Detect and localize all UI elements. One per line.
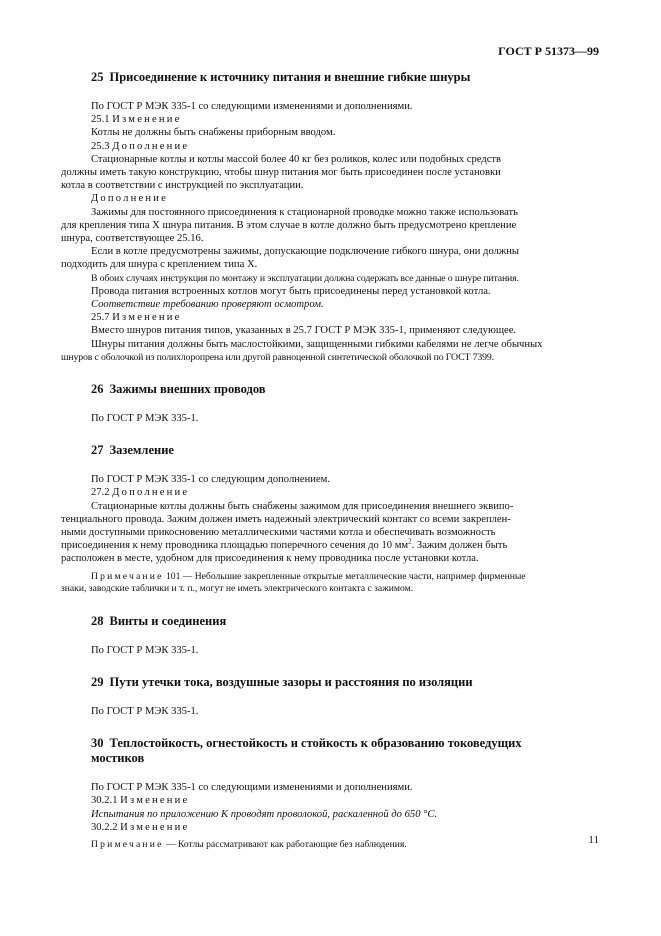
- paragraph-line: Зажимы для постоянного присоединения к стационарной проводке можно также использовать: [91, 206, 518, 218]
- paragraph: По ГОСТ Р МЭК 335-1 со следующими изменениями и дополнениями.: [91, 101, 413, 112]
- section-28-heading: [91, 614, 600, 629]
- section-title: Присоединение к источнику питания и внешние гибкие шнуры: [109, 70, 471, 84]
- paragraph-line: Стационарные котлы и котлы массой более 40 кг без роликов, колес или подобных средств: [91, 153, 502, 165]
- paragraph-line: [61, 539, 600, 552]
- clause-25-7: [91, 311, 600, 324]
- clause-kind: Дополнение: [91, 193, 169, 205]
- clause-27-2: [91, 486, 600, 499]
- text-fragment: присоединения к нему проводника площадью поперечного сечения до 10 мм: [61, 540, 409, 552]
- clause-30-2-2: [91, 821, 600, 834]
- section-27-heading: [91, 443, 600, 458]
- section-title: Заземление: [109, 443, 174, 458]
- section-title: Теплостойкость, огнестойкость и стойкость к образованию токоведущих: [109, 736, 522, 751]
- document-code: ГОСТ Р 51373—99: [498, 44, 599, 58]
- clause-kind: Изменение: [112, 114, 182, 126]
- section-number: 27: [91, 443, 104, 458]
- section-number: 29: [91, 674, 104, 689]
- note-text: — Котлы рассматривают как работающие без наблюдения.: [165, 838, 407, 850]
- note-label: Примечание: [91, 570, 164, 582]
- paragraph-line: Провода питания встроенных котлов могут быть присоединены перед установкой котла.: [91, 285, 491, 297]
- section-title: Винты и соединения: [109, 613, 227, 628]
- clause-number: 27.2: [91, 487, 110, 499]
- section-title: Зажимы внешних проводов: [109, 382, 266, 397]
- section-number: 30: [91, 736, 104, 751]
- paragraph-line: подходить для шнура с креплением типа X.: [61, 259, 258, 271]
- paragraph-line: Вместо шнуров питания типов, указанных в 25.7 ГОСТ Р МЭК 335-1, применяют следующее.: [91, 325, 517, 337]
- note: [91, 571, 600, 584]
- section-number: 26: [91, 382, 104, 397]
- paragraph: Испытания по приложению К проводят проволокой, раскаленной до 650 °С.: [91, 808, 438, 820]
- clause-kind: Изменение: [120, 795, 190, 807]
- clause-kind: Дополнение: [112, 140, 190, 152]
- paragraph: По ГОСТ Р МЭК 335-1.: [91, 413, 199, 425]
- section-title-continued: мостиков: [91, 751, 145, 766]
- paragraph-line: Стационарные котлы должны быть снабжены зажимом для присоединения внешнего эквипо-: [91, 500, 514, 512]
- section-30-heading: [91, 736, 600, 766]
- clause-25-1: [91, 113, 600, 126]
- note: [91, 839, 600, 852]
- clause-number: 25.7: [91, 312, 110, 324]
- section-number: 28: [91, 613, 104, 628]
- paragraph-line: В обоих случаях инструкция по монтажу и эксплуатации должна содержать все данные о шнуре питания.: [91, 272, 519, 284]
- clause-kind: Изменение: [120, 821, 190, 833]
- paragraph-line: для крепления типа X шнура питания. В этом случае в котле должно быть предусмотрено крепление: [61, 219, 517, 231]
- paragraph: По ГОСТ Р МЭК 335-1.: [91, 644, 199, 656]
- clause-number: 30.2.2: [91, 821, 118, 833]
- paragraph-line: должны иметь такую конструкцию, чтобы шнур питания мог быть присоединен после установки: [61, 167, 501, 179]
- paragraph-line: расположен в месте, удобном для присоединения к нему проводника после установки котла.: [61, 553, 479, 565]
- paragraph-line: тенциального провода. Зажим должен иметь надежный электрический контакт со всеми закреплен-: [61, 513, 511, 525]
- note-label: Примечание: [91, 838, 164, 850]
- page-number: 11: [588, 834, 599, 846]
- clause-number: 25.1: [91, 114, 110, 126]
- section-25-heading: [91, 70, 600, 85]
- clause-30-2-1: [91, 794, 600, 807]
- clause-kind: Дополнение: [112, 487, 190, 499]
- paragraph: По ГОСТ Р МЭК 335-1 со следующими изменениями и дополнениями.: [91, 782, 413, 794]
- paragraph: Котлы не должны быть снабжены приборным вводом.: [91, 127, 336, 139]
- section-29-heading: [91, 675, 600, 690]
- paragraph: По ГОСТ Р МЭК 335-1.: [91, 705, 199, 717]
- paragraph-line: ными доступными прикосновению металлическими частями котла и обеспечивать возможность: [61, 527, 496, 539]
- superscript: 2: [408, 537, 412, 546]
- clause-number: 30.2.1: [91, 795, 118, 807]
- paragraph-line: шнура, соответствующее 25.16.: [61, 233, 204, 245]
- paragraph: По ГОСТ Р МЭК 335-1 со следующим дополнением.: [91, 474, 330, 486]
- section-number: 25: [91, 70, 104, 84]
- paragraph-line: шнуров с оболочкой из полихлоропрена или другой равноценной синтетической оболочкой по ГОСТ 7399.: [61, 351, 494, 363]
- section-title: Пути утечки тока, воздушные зазоры и расстояния по изоляции: [109, 674, 473, 689]
- clause-kind: Изменение: [112, 312, 182, 324]
- check-statement: Соответствие требованию проверяют осмотром.: [91, 299, 324, 311]
- section-26-heading: [91, 382, 600, 397]
- document-body: [61, 70, 600, 851]
- text-fragment: . Зажим должен быть: [411, 540, 508, 552]
- paragraph-line: Шнуры питания должны быть маслостойкими, защищенными гибкими кабелями не легче обычных: [91, 338, 543, 350]
- note-line: знаки, заводские таблички и т. п., могут не иметь электрического контакта с зажимом.: [61, 583, 414, 595]
- clause-number: 25.3: [91, 140, 110, 152]
- clause-25-3: [91, 140, 600, 153]
- paragraph-line: котла в соответствии с инструкцией по эксплуатации.: [61, 180, 304, 192]
- paragraph-line: Если в котле предусмотрены зажимы, допускающие подключение гибкого шнура, они должны: [91, 246, 519, 258]
- note-text: 101 — Небольшие закрепленные открытые металлические части, например фирменные: [165, 570, 526, 582]
